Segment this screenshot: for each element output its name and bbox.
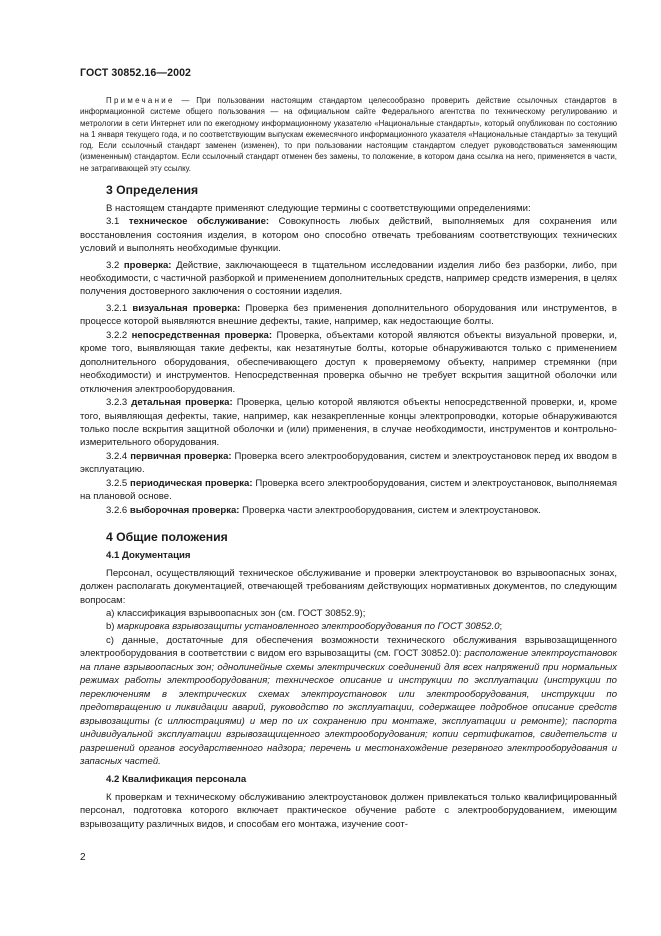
subsection-4-1-heading: 4.1 Документация [106,550,191,562]
definition-text: Проверка, объектами которой являются объекты визуальной проверки, и, кроме того, выявляющая такие дефекты, как незатянутые болты, которые обнаруживаются только с применением дополнительного оборудования, обеспечивающего доступ к проверяемому объекту, например стремянки (при необходимости) и инструментов. Непосредственная проверка обычно не требует вскрытия защитной оболочки или отключения электрооборудования. [80,329,617,395]
definition-number: 3.2.3 [106,397,132,409]
definition-3-2-3 [80,396,617,450]
definition-term: детальная проверка: [131,397,233,409]
definition-term: визуальная проверка: [132,302,241,314]
list-item-b [80,620,617,633]
subsection-4-2-heading: 4.2 Квалификация персонала [106,774,247,786]
definition-term: непосредственная проверка: [131,329,273,341]
definition-number: 3.2 [106,259,124,271]
note-text: — При пользовании настоящим стандартом целесообразно проверить действие ссылочных стандартов в информационной системе общего пользования — на официальном сайте Федерального агентства по техническому регулированию и метрологии в сети Интернет или по ежегодному информационному указателю «Национальные стандарты», который опубликован по состоянию на 1 января текущего года, и по соответствующим выпускам ежемесячного информационного указателя «Национальные стандарты» за текущий год. Если ссылочный стандарт заменен (изменен), то при пользовании настоящим стандартом следует руководствоваться заменяющим (измененным) стандартом. Если ссылочный стандарт отменен без замены, то положение, в котором дана ссылка на него, применяется в части, не затрагивающей эту ссылку. [80,96,617,173]
definition-text: Проверка части электрооборудования, систем и электроустановок. [239,504,541,516]
subsection-4-1-intro: Персонал, осуществляющий техническое обслуживание и проверки электроустановок во взрывоопасных зонах, должен располагать документацией, отвечающей требованиям действующих нормативных документов, по следующим вопросам: [80,567,617,606]
definition-number: 3.2.4 [106,450,131,462]
definition-number: 3.2.6 [106,504,130,516]
section-3-heading: 3 Определения [106,182,199,197]
definition-3-2 [80,259,617,299]
list-item-a: a) классификация взрывоопасных зон (см. ГОСТ 30852.9); [106,607,366,619]
definition-text: Проверка всего электрооборудования, систем и электроустановок перед их вводом в эксплуатацию. [80,450,617,476]
definition-number: 3.1 [106,216,129,228]
definition-3-2-2 [80,329,617,396]
definition-text: Проверка без применения дополнительного оборудования или инструментов, в процессе которой выявляются внешние дефекты, такие, например, как недостающие болты. [80,302,617,328]
reference-note [80,95,617,174]
definition-3-2-4 [80,450,617,477]
definition-term: периодическая проверка: [130,477,253,489]
list-item-b-suffix: ; [499,621,503,633]
page-number: 2 [80,852,86,863]
definition-term: проверка: [123,259,172,271]
document-header: ГОСТ 30852.16—2002 [80,67,192,79]
list-item-b-prefix: b) [106,621,118,633]
list-item-c-italic: расположение электроустановок на плане взрывоопасных зон; однолинейные схемы электрических соединений для всех напряжений при нормальных режимах работы электрооборудования; техническое описание и инструкции по эксплуатации (инструкции по переключениям в электрических схемах электроустановок или электрооборудования, инструкции по предотвращению и ликвидации аварий, руководство по эксплуатации, содержащее подробное описание средств взрывозащиты (с иллюстрациями) и мер по их сохранению при монтаже, эксплуатации и ремонте); паспорта индивидуальной эксплуатации взрывозащищенного электрооборудования; копии сертификатов, свидетельств и разрешений органов государственного надзора; перечень и местонахождение резервного электрооборудования и запасных частей. [80,648,617,767]
definition-term: техническое обслуживание: [128,216,270,228]
list-item-c-prefix: c) данные, достаточные для обеспечения возможности технического обслуживания взрывозащищенного электрооборудования в соответствии с видом его взрывозащиты (см. ГОСТ 30852.0): [80,634,617,660]
definition-number: 3.2.1 [106,302,133,314]
list-item-b-italic: маркировка взрывозащиты установленного электрооборудования по ГОСТ 30852.0 [117,621,500,633]
section-3-intro: В настоящем стандарте применяют следующие термины с соответствующими определениями: [106,202,531,214]
definition-3-2-5 [80,477,617,504]
page-content [80,95,617,831]
definition-text: Проверка, целью которой являются объекты непосредственной проверки, и, кроме того, выявляющая дефекты, такие, например, как незакрепленные концы электропроводки, которые обнаруживаются только после вскрытия защитной оболочки и (или) применения, в случае необходимости, инструментов и контрольно-измерительного оборудования. [80,397,618,449]
definition-term: выборочная проверка: [129,504,240,516]
subsection-4-2-text: К проверкам и техническому обслуживанию электроустановок должен привлекаться только квалифицированный персонал, подготовка которого включает практическое обучение работе с электрооборудованием, имеющим взрывозащиту различных видов, и способам его монтажа, изучение соот- [80,791,617,830]
definition-3-2-1 [80,302,617,329]
section-4-heading: 4 Общие положения [106,530,228,545]
definition-term: первичная проверка: [130,450,232,462]
definition-number: 3.2.5 [106,477,131,489]
definition-3-1 [80,215,617,255]
definition-text: Совокупность любых действий, выполняемых для сохранения или восстановления состояния изделия, в котором оно способно отвечать требованиям соответствующих технических условий и выполнять необходимые функции. [80,216,617,255]
definition-text: Проверка всего электрооборудования, систем и электроустановок, выполняемая на плановой основе. [80,477,618,503]
list-item-c [80,634,617,769]
definition-3-2-6 [80,504,617,517]
definition-number: 3.2.2 [106,329,132,341]
note-label: Примечание [106,96,175,105]
definition-text: Действие, заключающееся в тщательном исследовании изделия либо без разборки, либо, при необходимости, с частичной разборкой и применением дополнительных средств, например средств измерения, в целях получения достоверного заключения о состоянии изделия. [80,259,617,298]
